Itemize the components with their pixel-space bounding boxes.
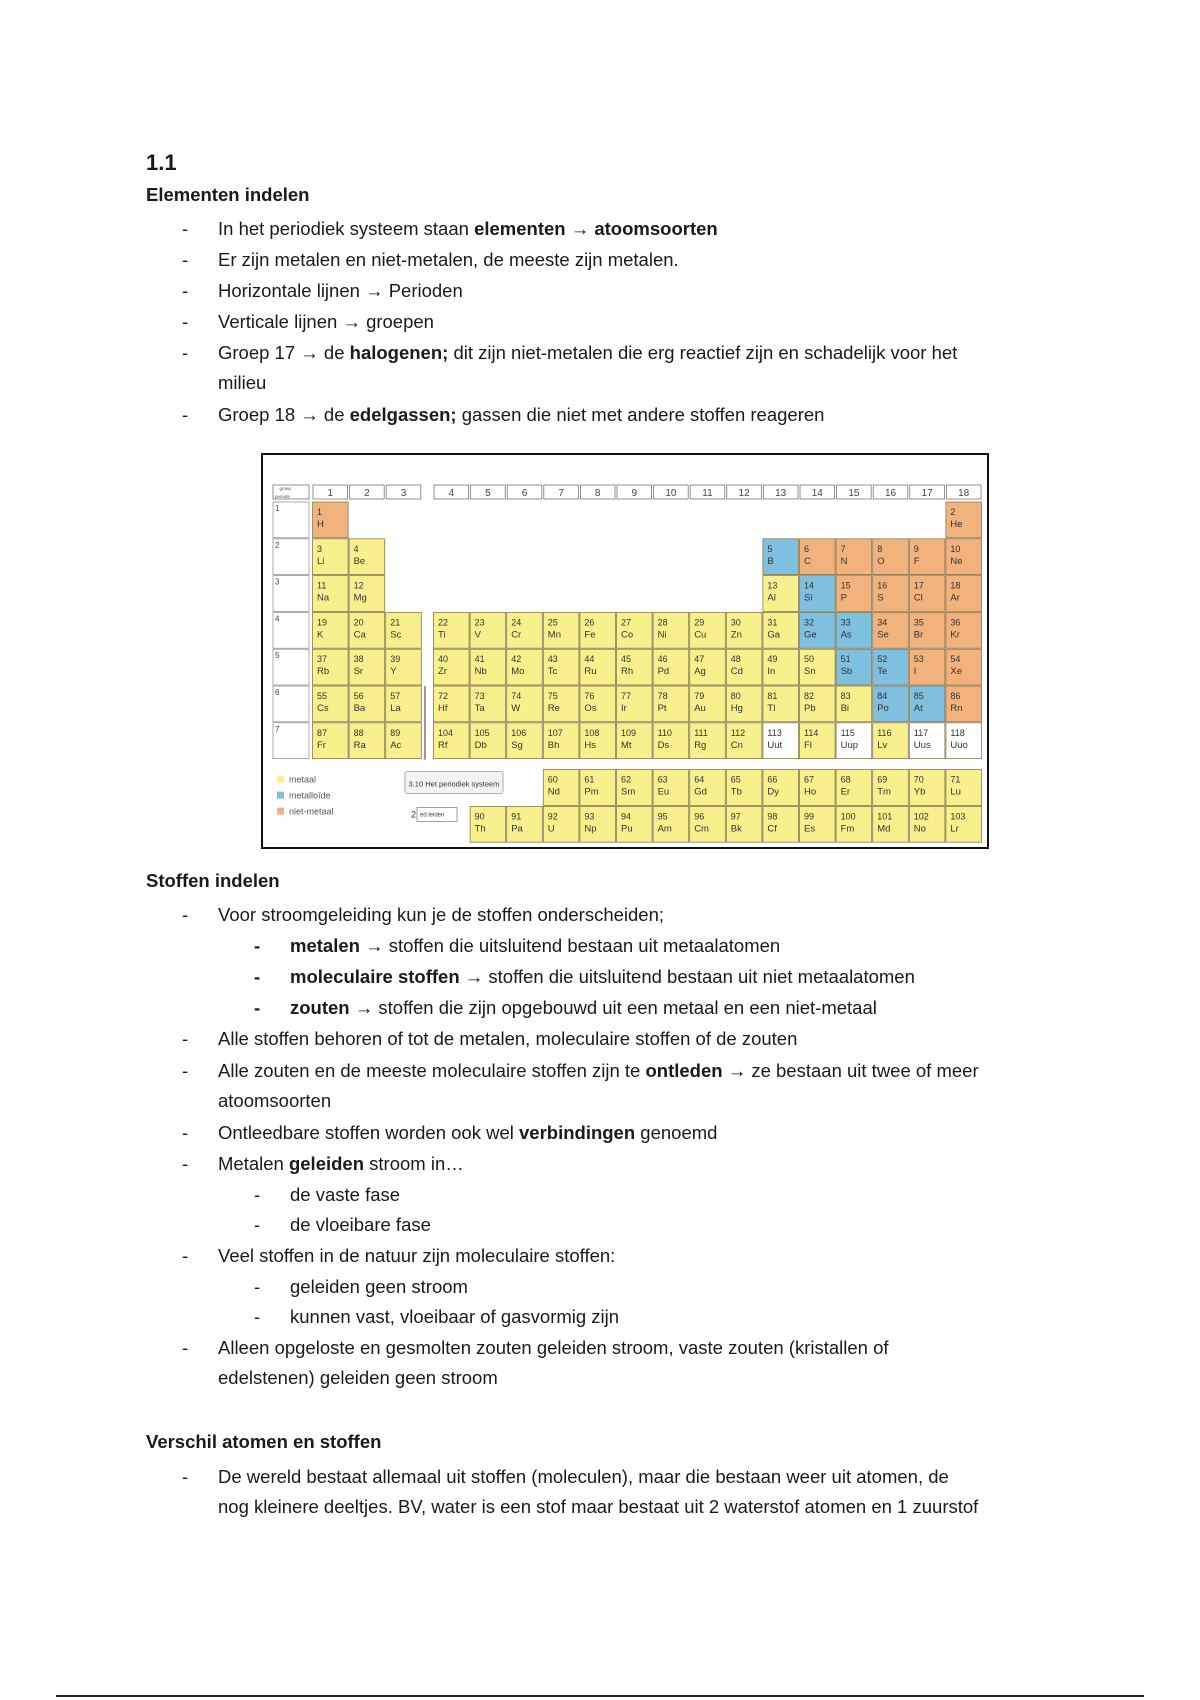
element-symbol: Ti xyxy=(438,629,446,641)
side-label: 2 xyxy=(411,809,417,820)
element-symbol: Te xyxy=(877,666,888,678)
element-number: 29 xyxy=(694,617,705,628)
period-label: 2 xyxy=(275,540,280,550)
element-number: 84 xyxy=(877,691,888,701)
element-number: 51 xyxy=(840,654,851,665)
corner-top-label: groep xyxy=(279,486,291,491)
element-symbol: Rf xyxy=(438,739,448,751)
element-symbol: Fm xyxy=(840,823,855,835)
legend-swatch xyxy=(277,808,284,815)
element-number: 74 xyxy=(511,691,522,701)
element-symbol: Na xyxy=(317,592,330,604)
element-symbol: Kr xyxy=(950,629,960,641)
group-label: 11 xyxy=(702,488,713,499)
element-number: 65 xyxy=(730,774,741,785)
element-number: 97 xyxy=(730,811,741,822)
element-number: 12 xyxy=(353,580,364,591)
element-number: 77 xyxy=(621,691,632,701)
group-label: 5 xyxy=(485,488,491,499)
element-number: 64 xyxy=(694,774,705,785)
element-symbol: Hg xyxy=(730,703,743,714)
element-symbol: La xyxy=(390,703,401,714)
element-number: 13 xyxy=(767,580,778,591)
element-symbol: Tc xyxy=(547,666,558,678)
element-number: 30 xyxy=(730,617,741,628)
element-number: 22 xyxy=(438,617,449,628)
period-label: 1 xyxy=(275,504,280,513)
group-label: 15 xyxy=(848,488,860,499)
element-number: 95 xyxy=(657,811,668,822)
element-number: 41 xyxy=(474,654,485,665)
element-symbol: As xyxy=(840,629,852,641)
periodic-table-figure xyxy=(261,453,989,849)
element-number: 89 xyxy=(390,727,401,738)
element-symbol: Ta xyxy=(474,703,485,714)
element-number: 10 xyxy=(950,543,961,554)
group-label: 2 xyxy=(364,488,370,499)
period-label: 3 xyxy=(275,577,280,587)
period-label: 6 xyxy=(275,688,280,697)
element-symbol: Lr xyxy=(950,823,959,835)
element-number: 27 xyxy=(621,617,632,628)
element-number: 43 xyxy=(547,654,558,665)
element-number: 69 xyxy=(877,774,888,785)
element-symbol: Rn xyxy=(950,703,963,714)
element-number: 55 xyxy=(317,691,328,701)
element-symbol: Cs xyxy=(317,703,329,714)
element-symbol: Es xyxy=(804,823,816,835)
element-symbol: Pu xyxy=(621,823,633,835)
element-number: 16 xyxy=(877,580,888,591)
element-number: 67 xyxy=(804,774,815,785)
periodic-table xyxy=(263,455,987,847)
element-number: 39 xyxy=(390,654,401,665)
element-number: 32 xyxy=(804,617,815,628)
group-label: 14 xyxy=(811,488,823,499)
element-symbol: Tm xyxy=(877,786,891,798)
element-number: 104 xyxy=(438,727,454,738)
element-symbol: Ru xyxy=(584,666,597,678)
element-symbol: Cm xyxy=(694,823,709,835)
element-symbol: Cr xyxy=(511,629,522,641)
element-symbol: Rh xyxy=(621,666,634,678)
element-symbol: Os xyxy=(584,703,597,714)
element-symbol: Am xyxy=(657,823,672,835)
legend-label: niet-metaal xyxy=(289,806,334,817)
element-symbol: Ir xyxy=(621,703,627,714)
element-number: 63 xyxy=(657,774,668,785)
element-symbol: Al xyxy=(767,592,776,604)
element-number: 114 xyxy=(804,727,819,738)
element-number: 68 xyxy=(840,774,851,785)
element-number: 66 xyxy=(767,774,778,785)
element-number: 54 xyxy=(950,654,961,665)
element-number: 3 xyxy=(317,543,323,554)
element-number: 25 xyxy=(547,617,558,628)
section-number: 1.1 xyxy=(146,150,177,175)
element-number: 93 xyxy=(584,811,595,822)
group-label: 7 xyxy=(558,488,564,499)
element-symbol: Md xyxy=(877,823,891,835)
element-symbol: Cn xyxy=(730,739,743,751)
element-symbol: No xyxy=(913,823,926,835)
element-number: 33 xyxy=(840,617,851,628)
element-symbol: W xyxy=(511,703,521,714)
element-symbol: Co xyxy=(621,629,634,641)
element-number: 80 xyxy=(730,691,741,701)
element-number: 76 xyxy=(584,691,595,701)
element-number: 6 xyxy=(804,543,810,554)
element-symbol: Bi xyxy=(840,703,850,714)
element-number: 105 xyxy=(474,727,490,738)
element-number: 82 xyxy=(804,691,815,701)
element-symbol: B xyxy=(767,555,774,567)
element-symbol: Mt xyxy=(621,739,632,751)
element-number: 53 xyxy=(913,654,924,665)
element-number: 36 xyxy=(950,617,961,628)
group-label: 1 xyxy=(327,488,334,499)
document-page: 1.1 Elementen indelen - In het periodiek systeem staan elementen → atoomsoorten - Er zijn metalen en niet-metalen, de meeste zijn metalen. - Horizontale lijnen → Perioden - Verticale lijnen → groepen - Groep 17 → de halogenen; dit zijn niet-metalen die erg reactief zijn en schadelijk voor het milieu - Groep 18 → de edelgassen; gassen die niet met andere stoffen reageren 1 2 3 4 5 6 7 8 9 10 11 12 13 14 15 16 17 18 groep periode 1 2 3 4 5 6 7 1 H 2 He 3 Li 4 Be 5 B 6 C 7 N 8 O 9 F 10 Ne 11 Na 12 Mg 13 Al 14 Si 15 P 16 S 17 Cl 18 Ar 19 K 20 Ca 21 Sc 22 Ti 23 V 24 Cr 25 Mn 26 Fe 27 Co 28 Ni 29 Cu 30 Zn 31 Ga 32 Ge 33 As 34 Se 35 Br 36 Kr 37 Rb 38 Sr 39 Y 40 Zr 41 Nb 42 Mo 43 Tc 44 Ru 45 Rh 46 Pd 47 Ag 48 Cd 49 In 50 Sn 51 Sb 52 Te 53 I 54 Xe 55 Cs 56 Ba 57 La 72 Hf 73 Ta 74 W 75 Re 76 Os 77 Ir 78 Pt 79 Au 80 Hg 81 Tl 82 Pb 83 Bi 84 Po 85 At 86 Rn 87 Fr 88 Ra 89 Ac 104 Rf 105 Db 106 Sg 107 Bh 108 Hs 109 Mt 110 Ds 111 Rg 112 Cn 113 Uut 114 Fl 115 Uup 116 Lv 117 Uus 118 Uuo 60 Nd 61 Pm 62 Sm 63 Eu 64 Gd 65 Tb 66 Dy 67 Ho 68 Er 69 Tm 70 Yb 71 Lu 90 Th 91 Pa 92 U 93 Np 94 Pu 95 Am 96 Cm 97 Bk 98 Cf 99 Es 100 Fm 101 Md 102 No 103 Lr 3.10 Het periodiek systeem 2 ed.leiden metaal metalloïde niet-metaal Stoffen indelen - Voor stroomgeleiding kun je de stoffen onderscheiden; - metalen → stoffen die uitsluitend bestaan uit metaalatomen - moleculaire stoffen → stoffen die uitsluitend bestaan uit niet metaalatomen - zouten → stoffen die zijn opgebouwd uit een metaal en een niet-metaal - Alle stoffen behoren of tot de metalen, moleculaire stoffen of de zouten - Alle zouten en de meeste moleculaire stoffen zijn te ontleden → ze bestaan uit twee of meer atoomsoorten - Ontleedbare stoffen worden ook wel verbindingen genoemd - Metalen geleiden stroom in… - de vaste fase - de vloeibare fase - Veel stoffen in de natuur zijn moleculaire stoffen: - geleiden geen stroom - kunnen vast, vloeibaar of gasvormig zijn - Alleen opgeloste en gesmolten zouten geleiden stroom, vaste zouten (kristallen of edelstenen) geleiden geen stroom Verschil atomen en stoffen - De wereld bestaat allemaal uit stoffen (moleculen), maar die bestaan weer uit atomen, de nog kleinere deeltjes. BV, water is een stof maar bestaat uit 2 waterstof atomen en 1 zuurstof xyxy=(0,0,1200,1700)
element-symbol: P xyxy=(840,592,847,604)
element-symbol: Hs xyxy=(584,739,597,751)
element-number: 42 xyxy=(511,654,522,665)
element-symbol: Ho xyxy=(804,786,817,798)
element-number: 34 xyxy=(877,617,888,628)
element-symbol: Rb xyxy=(317,666,330,678)
element-symbol: U xyxy=(547,823,555,835)
element-symbol: Xe xyxy=(950,666,963,678)
element-number: 109 xyxy=(621,727,637,738)
group-label: 8 xyxy=(594,488,601,499)
element-symbol: Mo xyxy=(511,666,525,678)
element-number: 28 xyxy=(657,617,668,628)
element-number: 49 xyxy=(767,654,778,665)
element-number: 1 xyxy=(317,507,323,517)
element-symbol: H xyxy=(317,519,324,530)
element-symbol: Se xyxy=(877,629,889,641)
element-symbol: Fe xyxy=(584,629,596,641)
element-number: 5 xyxy=(767,543,773,554)
element-symbol: At xyxy=(913,703,923,714)
element-number: 56 xyxy=(353,691,364,701)
element-number: 71 xyxy=(950,774,961,785)
legend-swatch xyxy=(277,792,284,799)
group-label: 17 xyxy=(921,488,933,499)
group-label: 4 xyxy=(448,488,455,499)
element-number: 72 xyxy=(438,691,449,701)
element-symbol: O xyxy=(877,555,885,567)
element-number: 7 xyxy=(840,543,846,554)
element-number: 75 xyxy=(547,691,558,701)
legend-label: metalloïde xyxy=(289,790,331,801)
element-symbol: Ne xyxy=(950,555,963,567)
element-number: 100 xyxy=(840,811,856,822)
element-number: 14 xyxy=(804,580,815,591)
element-symbol: Pm xyxy=(584,786,599,798)
figure-caption: 3.10 Het periodiek systeem xyxy=(408,779,500,789)
element-symbol: Sr xyxy=(353,666,364,678)
element-symbol: Er xyxy=(840,786,851,798)
element-number: 102 xyxy=(913,811,929,822)
period-label: 4 xyxy=(275,614,280,624)
element-symbol: Bh xyxy=(547,739,560,751)
element-number: 60 xyxy=(547,774,558,785)
element-number: 47 xyxy=(694,654,705,665)
element-symbol: Mg xyxy=(353,592,367,604)
element-number: 57 xyxy=(390,691,401,701)
element-number: 94 xyxy=(621,811,632,822)
element-symbol: Uuo xyxy=(950,739,968,751)
element-number: 38 xyxy=(353,654,364,665)
element-number: 62 xyxy=(621,774,632,785)
element-number: 31 xyxy=(767,617,778,628)
element-symbol: Po xyxy=(877,703,889,714)
element-number: 85 xyxy=(913,691,924,701)
element-number: 110 xyxy=(657,727,672,738)
element-number: 46 xyxy=(657,654,668,665)
element-number: 87 xyxy=(317,727,328,738)
element-symbol: Fl xyxy=(804,739,812,751)
legend-label: metaal xyxy=(289,774,317,785)
element-symbol: Ge xyxy=(804,629,817,641)
element-number: 103 xyxy=(950,811,966,822)
group-label: 18 xyxy=(958,488,970,499)
element-number: 101 xyxy=(877,811,893,822)
period-label: 5 xyxy=(275,651,280,661)
element-symbol: Ni xyxy=(657,629,667,641)
element-symbol: He xyxy=(950,519,963,530)
element-number: 78 xyxy=(657,691,668,701)
element-number: 11 xyxy=(317,580,327,591)
element-symbol: Ca xyxy=(353,629,366,641)
element-symbol: Y xyxy=(390,666,397,678)
element-number: 107 xyxy=(547,727,563,738)
element-number: 108 xyxy=(584,727,600,738)
element-symbol: Uut xyxy=(767,739,783,751)
element-symbol: Sc xyxy=(390,629,402,641)
group-label: 3 xyxy=(400,488,407,499)
element-number: 111 xyxy=(694,727,708,738)
element-symbol: In xyxy=(767,666,776,678)
element-symbol: Sm xyxy=(621,786,636,798)
element-symbol: K xyxy=(317,629,324,641)
element-number: 44 xyxy=(584,654,595,665)
element-symbol: Ag xyxy=(694,666,706,678)
corner-bottom-label: periode xyxy=(275,494,291,499)
footer-rule xyxy=(56,1695,1144,1697)
element-number: 40 xyxy=(438,654,449,665)
element-number: 35 xyxy=(913,617,924,628)
element-symbol: Eu xyxy=(657,786,670,798)
element-number: 88 xyxy=(353,727,364,738)
element-symbol: Ac xyxy=(390,739,402,751)
element-symbol: Np xyxy=(584,823,597,835)
group-label: 6 xyxy=(521,488,528,499)
element-symbol: Zn xyxy=(730,629,742,641)
element-number: 45 xyxy=(621,654,632,665)
element-symbol: F xyxy=(913,555,920,567)
element-symbol: Ra xyxy=(353,739,366,751)
element-symbol: Ga xyxy=(767,629,781,641)
element-symbol: Pa xyxy=(511,823,523,835)
element-symbol: Zr xyxy=(438,666,447,678)
element-number: 70 xyxy=(913,774,924,785)
element-symbol: Br xyxy=(913,629,924,641)
element-symbol: Cl xyxy=(913,592,923,604)
element-number: 112 xyxy=(730,727,746,738)
element-number: 73 xyxy=(474,691,485,701)
element-symbol: Li xyxy=(317,555,325,567)
element-symbol: Uup xyxy=(840,739,859,751)
element-number: 2 xyxy=(950,507,956,517)
element-number: 113 xyxy=(767,727,782,738)
element-symbol: Re xyxy=(547,703,560,714)
element-symbol: V xyxy=(474,629,481,641)
heading-elementen-indelen: Elementen indelen xyxy=(146,184,310,205)
period-label: 7 xyxy=(275,724,280,734)
element-symbol: Cu xyxy=(694,629,707,641)
element-number: 96 xyxy=(694,811,705,822)
element-symbol: S xyxy=(877,592,884,604)
element-symbol: Cf xyxy=(767,823,777,835)
side-label-text: ed.leiden xyxy=(420,812,445,819)
element-number: 61 xyxy=(584,774,595,785)
element-number: 79 xyxy=(694,691,705,701)
element-symbol: Hf xyxy=(438,703,448,714)
group-label: 9 xyxy=(631,488,638,499)
element-number: 15 xyxy=(840,580,851,591)
element-symbol: Yb xyxy=(913,786,926,798)
element-number: 17 xyxy=(913,580,924,591)
element-number: 21 xyxy=(390,617,401,628)
element-number: 50 xyxy=(804,654,815,665)
element-symbol: Rg xyxy=(694,739,707,751)
element-number: 20 xyxy=(353,617,364,628)
element-symbol: Nd xyxy=(547,786,560,798)
element-symbol: Au xyxy=(694,703,706,714)
element-symbol: Cd xyxy=(730,666,743,678)
element-number: 23 xyxy=(474,617,485,628)
element-symbol: Tb xyxy=(730,786,742,798)
element-number: 48 xyxy=(730,654,741,665)
element-symbol: Mn xyxy=(547,629,562,641)
element-number: 8 xyxy=(877,543,883,554)
element-number: 90 xyxy=(474,811,485,822)
legend-swatch xyxy=(277,776,284,783)
element-symbol: Si xyxy=(804,592,813,604)
group-label: 16 xyxy=(884,488,897,499)
element-number: 86 xyxy=(950,691,961,701)
element-symbol: Sb xyxy=(840,666,853,678)
element-number: 37 xyxy=(317,654,328,665)
element-symbol: Lu xyxy=(950,786,961,798)
element-symbol: Gd xyxy=(694,786,707,798)
element-number: 118 xyxy=(950,727,965,738)
element-symbol: Sg xyxy=(511,739,523,751)
element-symbol: Ba xyxy=(353,703,366,714)
element-number: 83 xyxy=(840,691,851,701)
element-symbol: Dy xyxy=(767,786,780,798)
group-label: 13 xyxy=(775,488,787,499)
heading-stoffen-indelen: Stoffen indelen xyxy=(146,870,280,891)
element-symbol: Bk xyxy=(730,823,742,835)
element-symbol: Th xyxy=(474,823,486,835)
element-number: 9 xyxy=(913,543,919,554)
element-symbol: Pt xyxy=(657,703,667,714)
element-symbol: Fr xyxy=(317,739,326,751)
group-label: 12 xyxy=(738,488,750,499)
element-symbol: Be xyxy=(353,555,366,567)
element-number: 52 xyxy=(877,654,888,665)
element-number: 91 xyxy=(511,811,522,822)
element-symbol: Uus xyxy=(913,739,931,751)
element-number: 98 xyxy=(767,811,778,822)
element-number: 106 xyxy=(511,727,527,738)
element-symbol: N xyxy=(840,555,848,567)
element-number: 26 xyxy=(584,617,595,628)
element-number: 115 xyxy=(840,727,855,738)
element-number: 116 xyxy=(877,727,892,738)
element-number: 18 xyxy=(950,580,961,591)
element-number: 117 xyxy=(913,727,929,738)
element-symbol: Pd xyxy=(657,666,670,678)
element-symbol: Tl xyxy=(767,703,776,714)
element-symbol: Lv xyxy=(877,739,888,751)
element-symbol: Db xyxy=(474,739,487,751)
element-number: 92 xyxy=(547,811,558,822)
heading-verschil-atomen-en-stoffen: Verschil atomen en stoffen xyxy=(146,1431,382,1452)
element-number: 99 xyxy=(804,811,815,822)
element-symbol: Ds xyxy=(657,739,670,751)
element-symbol: C xyxy=(804,555,811,567)
element-symbol: Ar xyxy=(950,592,960,604)
element-number: 24 xyxy=(511,617,522,628)
element-number: 4 xyxy=(353,543,359,554)
element-symbol: I xyxy=(913,666,917,678)
element-number: 81 xyxy=(767,691,778,701)
element-number: 19 xyxy=(317,617,328,628)
element-symbol: Sn xyxy=(804,666,816,678)
element-symbol: Pb xyxy=(804,703,816,714)
group-label: 10 xyxy=(665,488,677,499)
element-symbol: Nb xyxy=(474,666,487,678)
